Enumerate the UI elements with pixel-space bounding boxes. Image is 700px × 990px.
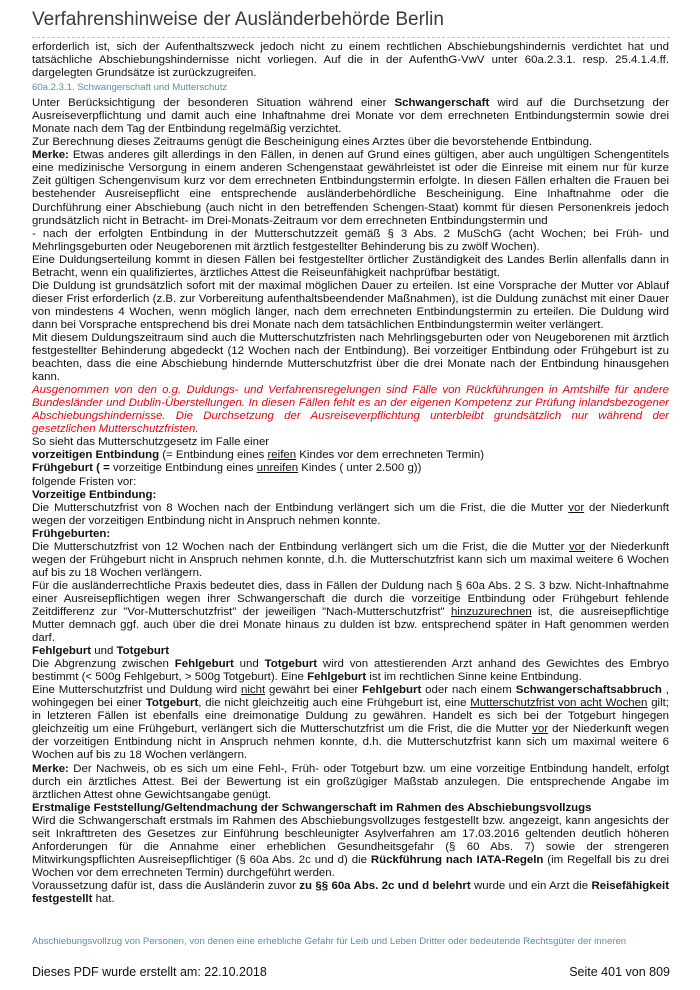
highlighted-exception-paragraph: Ausgenommen von den o.g. Duldungs- und Verfahrensregelungen sind Fälle von Rückführungen in Amtshilfe für andere Bundesländer und Dublin-Überstellungen. In diesen Fällen fehlt es an der eigenen Kompetenz zur Prüfung inlandsbezogener Abschiebungshindernisse. Die Durchsetzung der Ausreiseverpflichtung unterbleibt grundsätzlich nur während der gesetzlichen Mutterschutzfristen. (32, 384, 669, 436)
paragraph: So sieht das Mutterschutzgesetz im Falle einer (32, 436, 270, 449)
merke-paragraph: Merke: Der Nachweis, ob es sich um eine Fehl-, Früh- oder Totgeburt bzw. um eine vorzeitige Entbindung handelt, erfolgt durch ein ärztliches Attest. Bei der Bewertung ist ein großzügiger Maßstab anzulegen. Die entsprechende Angabe im ärztlichen Attest ohne Gewichtsangabe genügt. (32, 762, 669, 801)
paragraph: - nach der erfolgten Entbindung in der Mutterschutzzeit gemäß § 3 Abs. 2 MuSchG (acht Wochen; bei Früh- und Mehrlingsgeburten oder Neugeborenen mit ärztlich festgestellter Behinderung bis zu zwölf Wochen). (32, 227, 669, 253)
paragraph: Eine Mutterschutzfrist und Duldung wird nicht gewährt bei einer Fehlgeburt oder nach einem Schwangerschaftsabbruch , wohingegen bei einer Totgeburt, die nicht gleichzeitig auch eine Frühgeburt ist, eine Mutterschutzfrist von acht Wochen gilt; in letzteren Fällen ist ebenfalls eine dreimonatige Duldung zu gewähren. Handelt es sich bei der Totgeburt hingegen gleichzeitig um eine Frühgeburt, verlängert sich die Mutterschutzfrist um die Frist, die die Mutter vor der Niederkunft wegen der vorzeitigen Entbindung nicht in Anspruch nehmen konnte, d.h. die Mutterschutzfrist kann sich um maximal weitere 6 Wochen auf bis zu 18 Wochen verlängern. (32, 684, 669, 762)
footer-created-date: Dieses PDF wurde erstellt am: 22.10.2018 (32, 965, 267, 979)
header-divider (32, 37, 670, 38)
paragraph: Wird die Schwangerschaft erstmals im Rahmen des Abschiebungsvollzuges festgestellt bzw. angezeigt, kann angesichts der seit Inkrafttreten des Gesetzes zur Einführung beschleunigter Asylverfahren am 17.03.2016 geltenden deutlich höheren Anforderungen für die Annahme einer erheblichen Gesundheitsgefahr (§ 60 Abs. 7) sowie der strengeren Mitwirkungspflichten Ausreisepflichtiger (§ 60a Abs. 2c und d) die Rückführung nach IATA-Regeln (im Regelfall bis zu drei Wochen vor dem errechneten Termin) durchgeführt werden. (32, 814, 669, 879)
subheading-vorzeitige-entbindung: Vorzeitige Entbindung: (32, 488, 157, 501)
paragraph: Eine Duldungserteilung kommt in diesen Fällen bei festgestellter örtlicher Zuständigkeit des Landes Berlin allenfalls dann in Betracht, wenn ein qualifiziertes, ärztliches Attest die Reiseunfähigkeit nachprüfbar bestätigt. (32, 253, 669, 279)
paragraph: Mit diesem Duldungszeitraum sind auch die Mutterschutzfristen nach Mehrlingsgeburten oder von Neugeborenen mit ärztlich festgestellter Behinderung abgedeckt (12 Wochen nach der Entbindung). Bei vorzeitiger Entbindung oder Frühgeburt ist zu beachten, dass die eine Abschiebung hindernde Mutterschutzfrist über die drei Monate nach der Entbindung hinausgehen kann. (32, 331, 669, 384)
paragraph: Die Duldung ist grundsätzlich sofort mit der maximal möglichen Dauer zu erteilen. Ist eine Vorsprache der Mutter vor Ablauf dieser Frist erforderlich (z.B. zur Vorbereitung aufenthaltsbeendender Maßnahmen), ist die Duldung zunächst mit einer Dauer von mindestens 4 Wochen, wenn möglich länger, nach dem errechneten Entbindungstermin zu erteilen. Die Duldung wird dann bei Vorsprache entsprechend bis drei Monate nach dem tatsächlichen Entbindungstermin weiter verlängert. (32, 279, 669, 331)
subheading-erstmalige-feststellung: Erstmalige Feststellung/Geltendmachung der Schwangerschaft im Rahmen des Abschiebungsvollzugs (32, 801, 592, 814)
paragraph: Für die ausländerrechtliche Praxis bedeutet dies, dass in Fällen der Duldung nach § 60a Abs. 2 S. 3 bzw. Nicht-Inhaftnahme einer Ausreisepflichtigen wegen ihrer Schwangerschaft die durch die vorzeitige Entbindung oder Frühgeburt fehlende Zeitdifferenz zur "Vor-Mutterschutzfrist" der jeweiligen "Nach-Mutterschutzfrist" hinzuzurechnen ist, die ausreisepflichtige Mutter demnach ggf. auch über die drei Monate hinaus zu dulden ist bzw. entsprechend später in Haft genommen werden darf. (32, 579, 669, 645)
definition-vorzeitige-entbindung: vorzeitigen Entbindung (= Entbindung eines reifen Kindes vor dem errechneten Termin) (32, 449, 485, 462)
page-header-title: Verfahrenshinweise der Ausländerbehörde Berlin (32, 9, 444, 30)
paragraph: Die Abgrenzung zwischen Fehlgeburt und Totgeburt wird von attestierenden Arzt anhand des Gewichtes des Embryo bestimmt (< 500g Fehlgeburt, > 500g Totgeburt). Eine Fehlgeburt ist im rechtlichen Sinne keine Entbindung. (32, 658, 669, 684)
paragraph: folgende Fristen vor: (32, 475, 137, 488)
definition-fruehgeburt: Frühgeburt ( = vorzeitige Entbindung eines unreifen Kindes ( unter 2.500 g)) (32, 462, 422, 475)
document-body (32, 41, 669, 906)
subheading-fehlgeburt-totgeburt: Fehlgeburt und Totgeburt (32, 645, 170, 658)
paragraph: Die Mutterschutzfrist von 8 Wochen nach der Entbindung verlängert sich um die Frist, die die Mutter vor der Niederkunft wegen der vorzeitigen Entbindung nicht in Anspruch nehmen konnte. (32, 501, 669, 527)
subheading-fruehgeburten: Frühgeburten: (32, 527, 111, 540)
intro-paragraph: erforderlich ist, sich der Aufenthaltszweck jedoch nicht zu einem rechtlichen Abschiebungshindernis verdichtet hat und tatsächliche Abschiebungshindernisse nicht vorliegen. Auf die in der AufenthG-VwV unter 60a.2.3.1. resp. 25.4.1.4.ff. dargelegten Grundsätze ist zurückzugreifen. (32, 41, 669, 80)
paragraph: Zur Berechnung dieses Zeitraums genügt die Bescheinigung eines Arztes über die bevorstehende Entbindung. (32, 136, 593, 149)
next-section-heading: Abschiebungsvollzug von Personen, von denen eine erhebliche Gefahr für Leib und Leben Dritter oder bedeutende Rechtsgüter der inneren (32, 936, 627, 947)
merke-paragraph: Merke: Etwas anderes gilt allerdings in den Fällen, in denen auf Grund eines gültigen, aber auch ungültigen Schengentitels eine medizinische Versorgung in einem anderen Schengenstaat gewährleistet ist oder die Einreise mit einem nur für kurze Zeit gültigen Schengenvisum kurz vor dem errechneten Entbindungstermin erfolgte. In diesen Fällen erhalten die Frauen bei bestehender Ausreisepflicht eine entsprechende ausländerbehördliche Bescheinigung. Eine Inhaftnahme oder die Durchführung einer Abschiebung (auch nicht in den betreffenden Schengen-Staat) kommt für diesen Personenkreis jedoch grundsätzlich nicht in Betracht- im Drei-Monats-Zeitraum vor dem errechneten Entbindungstermin und (32, 149, 669, 227)
footer-page-number: Seite 401 von 809 (569, 965, 670, 979)
paragraph: Unter Berücksichtigung der besonderen Situation während einer Schwangerschaft wird auf die Durchsetzung der Ausreiseverpflichtung und damit auch eine Inhaftnahme drei Monate vor dem errechneten Entbindungstermin sowie drei Monate nach dem Tag der Entbindung regelmäßig verzichtet. (32, 97, 670, 136)
section-heading: 60a.2.3.1. Schwangerschaft und Mutterschutz (32, 82, 228, 94)
paragraph: Voraussetzung dafür ist, dass die Ausländerin zuvor zu §§ 60a Abs. 2c und d belehrt wurde und ein Arzt die Reisefähigkeit festgestellt hat. (32, 879, 670, 905)
paragraph: Die Mutterschutzfrist von 12 Wochen nach der Entbindung verlängert sich um die Frist, die die Mutter vor der Niederkunft wegen der Frühgeburt nicht in Anspruch nehmen konnte, d.h. die Mutterschutzfrist kann sich um maximal weitere 6 Wochen auf bis zu 18 Wochen verlängern. (32, 540, 669, 579)
